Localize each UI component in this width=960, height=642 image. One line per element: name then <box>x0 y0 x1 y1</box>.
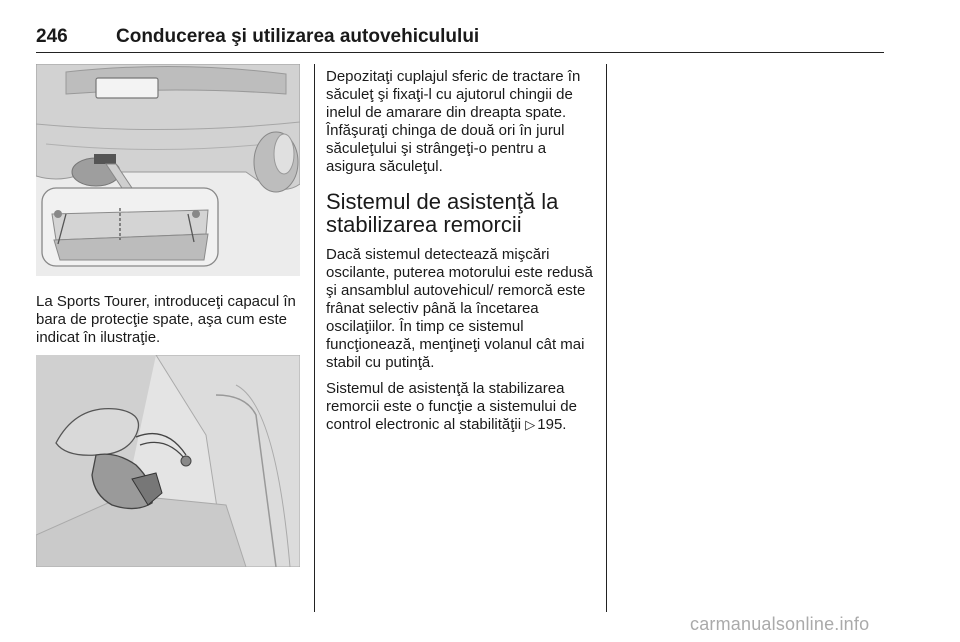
paragraph-esc-text: Sistemul de asistenţă la stabilizarea remorcii este o funcţie a sistemului de control electronic al stabilităţii <box>326 380 577 433</box>
figure-caption: La Sports Tourer, introduceţi capacul în bara de protecţie spate, aşa cum este indicat în ilustraţie. <box>36 293 296 346</box>
page-header <box>36 26 884 53</box>
trunk-storage-illustration <box>36 355 300 567</box>
page-reference-icon: ▷ <box>525 417 536 432</box>
rear-bumper-illustration <box>36 64 300 276</box>
column-divider-left <box>314 64 315 612</box>
paragraph-esc-reference <box>326 380 594 434</box>
column-divider-right <box>606 64 607 612</box>
section-heading: Sistemul de asistenţă la stabilizarea remorcii <box>326 189 559 237</box>
chapter-title: Conducerea şi utilizarea autovehiculului <box>116 26 480 47</box>
middle-column <box>326 68 594 442</box>
intro-paragraph: Depozitaţi cuplajul sferic de tractare în săculeţ şi fixaţi-l cu ajutorul chingii de inelul de amarare din dreapta spate. Înfăşuraţi chinga de două ori în jurul săculeţului şi strângeţi-o pentru a asigura săculeţul. <box>326 68 581 175</box>
page-reference-link[interactable]: 195. <box>537 416 567 433</box>
paragraph-detection: Dacă sistemul detectează mişcări oscilante, puterea motorului este redusă şi ansamblul autovehicul/ remorcă este frânat selectiv până la încetarea oscilaţiilor. În timp ce sistemul funcţionează, menţineţi volanul cât mai stabil cu putinţă. <box>326 246 593 371</box>
page-number: 246 <box>36 26 68 47</box>
watermark-text: carmanualsonline.info <box>690 614 870 634</box>
